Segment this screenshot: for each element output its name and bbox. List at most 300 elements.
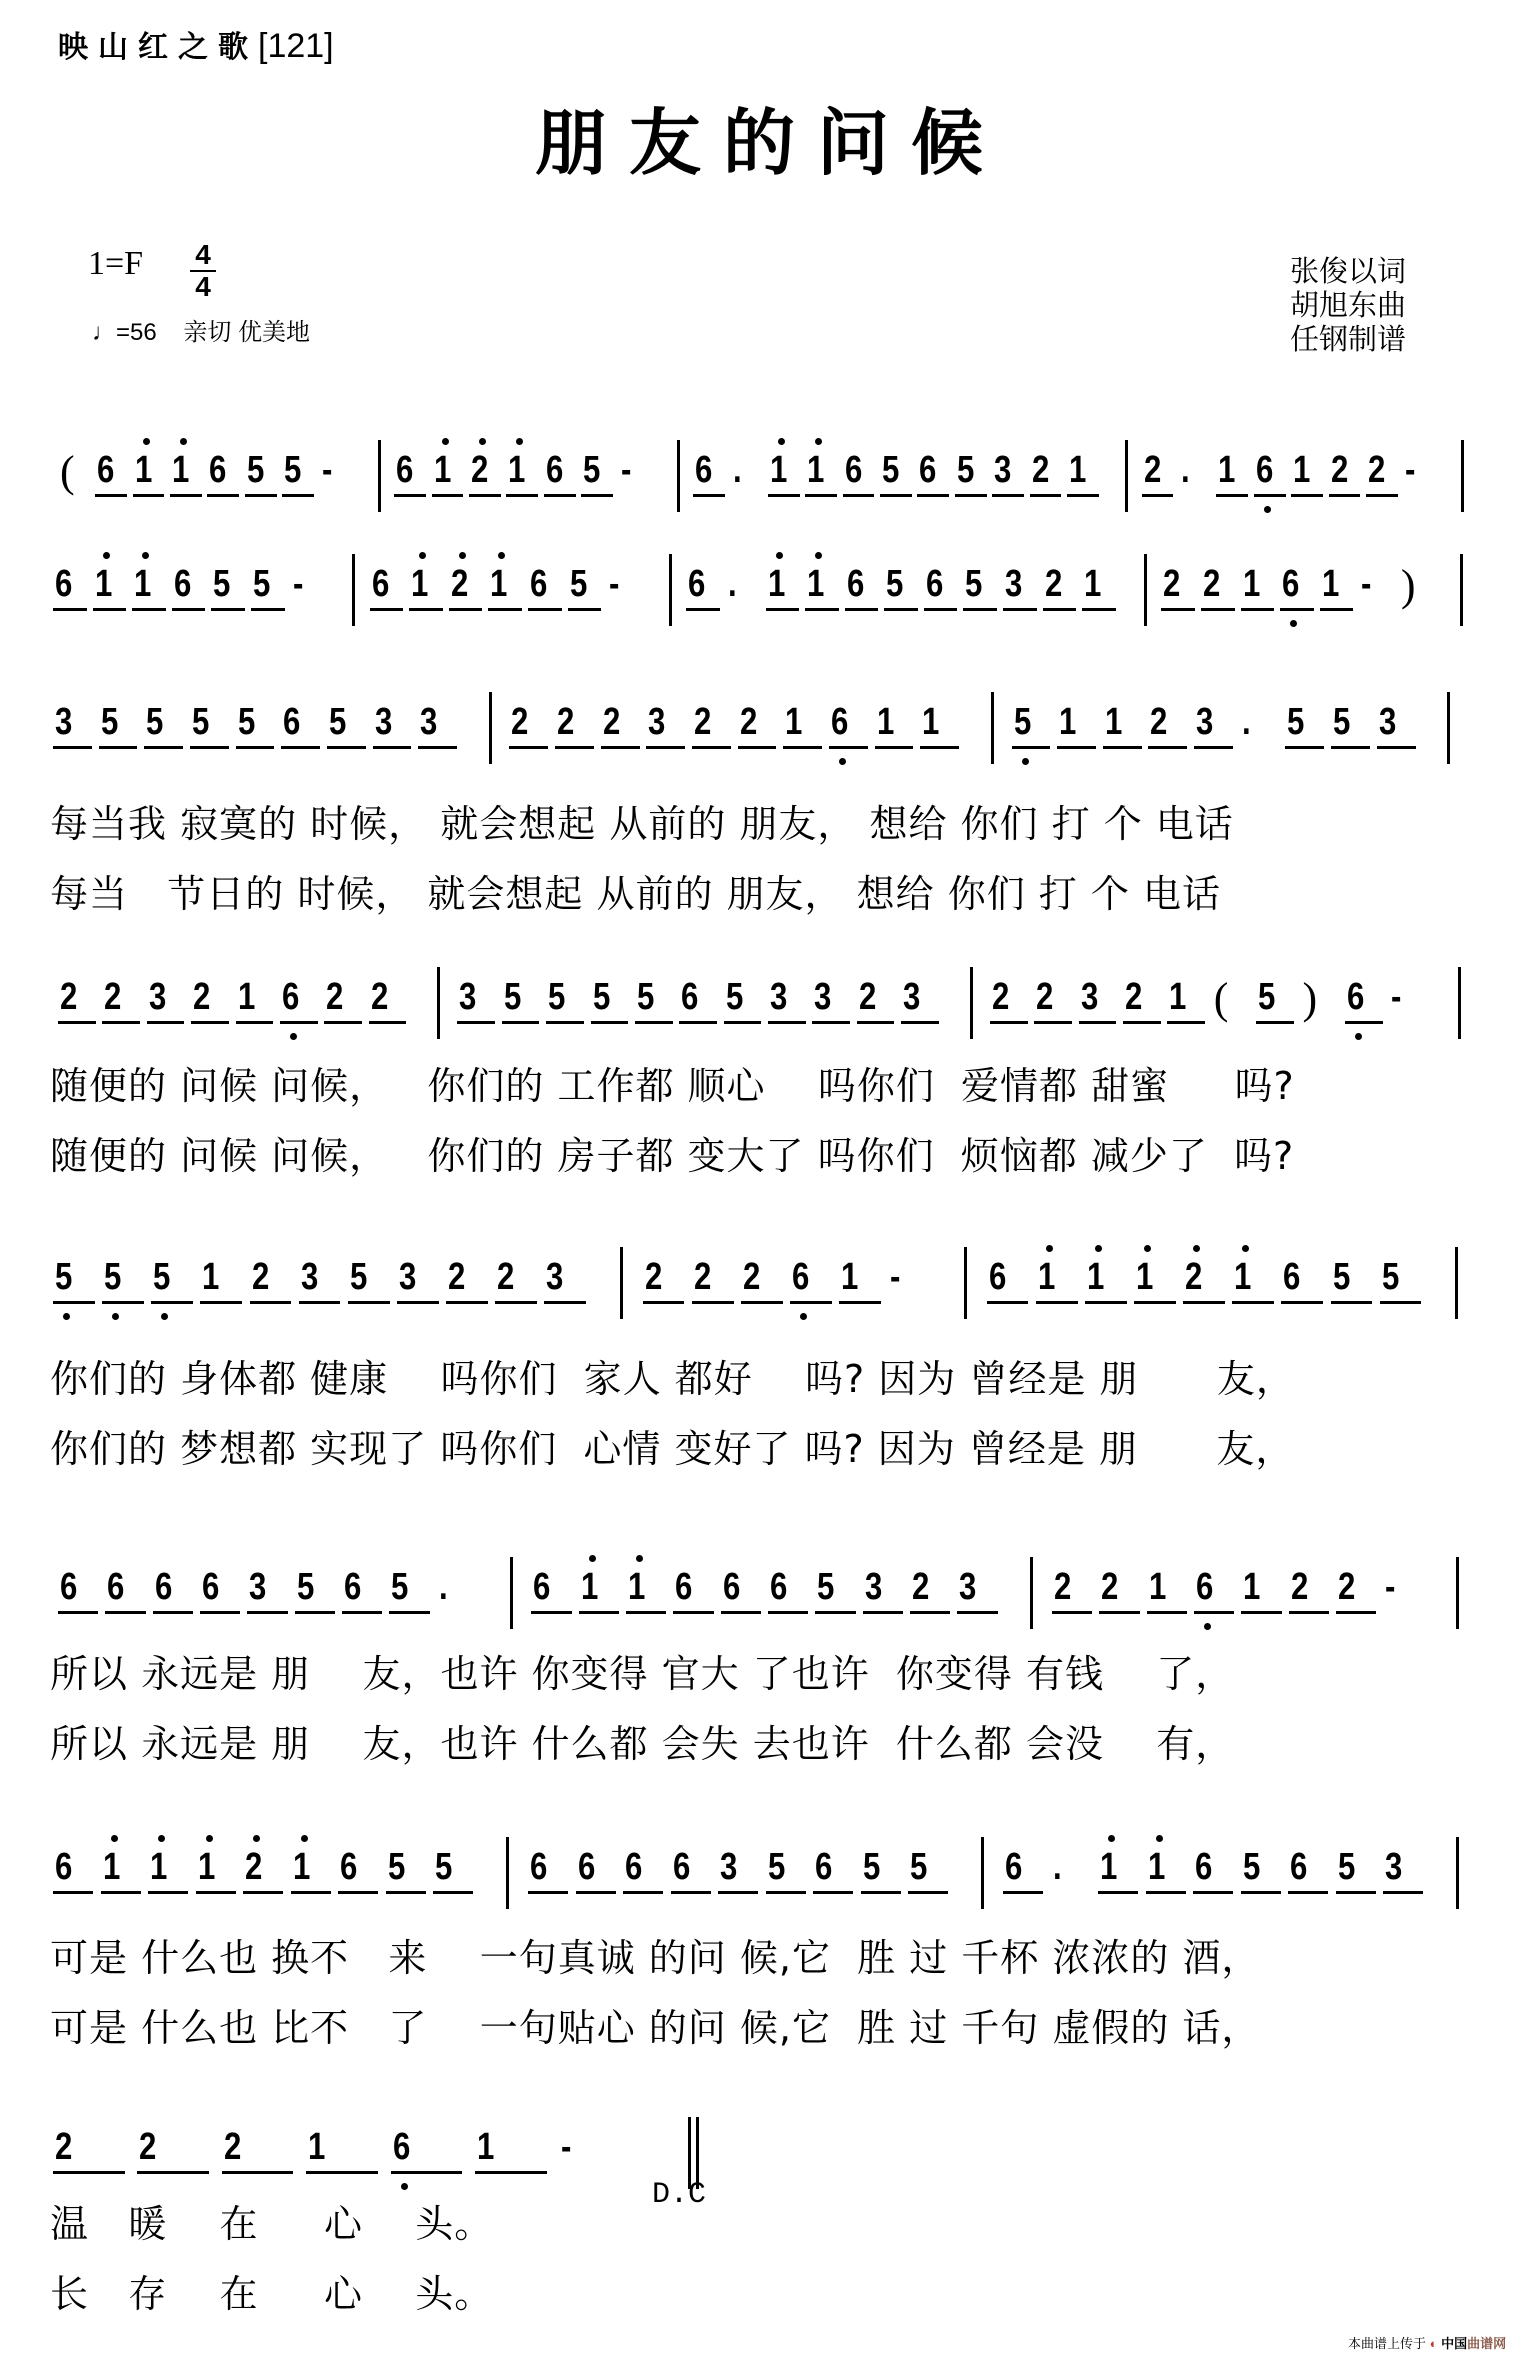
barline [1458, 967, 1461, 1039]
note: 6 [530, 1846, 548, 1888]
note: 2 [251, 1256, 269, 1298]
note: 1 [770, 449, 788, 491]
beam-underline [579, 1611, 619, 1614]
beam-underline [1057, 746, 1096, 749]
beam-underline [1193, 1891, 1233, 1894]
note: 1 [1321, 563, 1339, 605]
note: 6 [533, 1566, 551, 1608]
dash-note: - [561, 2126, 572, 2168]
note: 6 [97, 449, 115, 491]
beam-underline [718, 1891, 758, 1894]
beam-underline [324, 1021, 362, 1024]
beam-underline [1194, 1611, 1234, 1614]
beam-underline [686, 608, 720, 611]
beam-underline [857, 1021, 895, 1024]
beam-underline [908, 1891, 948, 1894]
beam-underline [409, 608, 443, 611]
note: 5 [503, 976, 522, 1018]
note: 1 [508, 449, 526, 491]
note: 2 [1163, 563, 1181, 605]
note: 6 [545, 449, 564, 491]
note: 1 [476, 2126, 495, 2168]
note: 6 [173, 563, 192, 605]
note: 3 [398, 1256, 417, 1298]
note: 6 [722, 1566, 740, 1608]
note: 5 [146, 701, 164, 743]
beam-underline [531, 1611, 571, 1614]
note: 1 [102, 1846, 120, 1888]
note: 2 [370, 976, 388, 1018]
barline [981, 1837, 984, 1909]
beam-underline [646, 746, 685, 749]
beam-underline [1288, 1891, 1328, 1894]
beam-underline [626, 1611, 666, 1614]
beam-underline [432, 494, 464, 497]
note: 5 [252, 563, 271, 605]
barline [1456, 1837, 1459, 1909]
beam-underline [829, 746, 868, 749]
note: 3 [959, 1566, 977, 1608]
high-octave-dot [636, 1555, 643, 1562]
time-signature-bottom: 4 [190, 270, 216, 302]
beam-underline [342, 1611, 382, 1614]
note: . [1181, 449, 1190, 491]
score-row1 [0, 448, 1540, 558]
note: 5 [391, 1566, 409, 1608]
beam-underline [53, 1301, 95, 1304]
note: 1 [841, 1256, 859, 1298]
note: 6 [107, 1566, 125, 1608]
beam-underline [1142, 494, 1174, 497]
beam-underline [568, 608, 602, 611]
note: 1 [308, 2126, 326, 2168]
note: 2 [602, 701, 621, 743]
beam-underline [1241, 1611, 1281, 1614]
note: 1 [1147, 1846, 1165, 1888]
note: . [727, 563, 737, 605]
note: 6 [55, 563, 73, 605]
note: 5 [583, 449, 601, 491]
note: 6 [283, 701, 301, 743]
note: 2 [1044, 563, 1062, 605]
low-octave-dot [839, 758, 846, 765]
beam-underline [506, 494, 538, 497]
beam-underline [555, 746, 594, 749]
barline [1455, 1247, 1458, 1319]
note: 5 [191, 701, 210, 743]
beam-underline [1345, 1021, 1383, 1024]
note: 6 [340, 1846, 358, 1888]
beam-underline [391, 2171, 463, 2174]
site-logo-icon: ◐ [1429, 2336, 1438, 2351]
note: 1 [1068, 449, 1087, 491]
note: 1 [134, 449, 153, 491]
composer-credit: 胡旭东曲 [1290, 290, 1407, 322]
repeat-paren: ) [1302, 974, 1318, 1023]
note: 5 [349, 1256, 368, 1298]
note: 6 [770, 1566, 788, 1608]
note: 6 [1290, 1846, 1308, 1888]
repeat-paren: ( [1213, 974, 1229, 1023]
note: 1 [433, 449, 452, 491]
note: 5 [1332, 1256, 1350, 1298]
high-octave-dot [589, 1555, 596, 1562]
beam-underline [446, 1301, 488, 1304]
beam-underline [1331, 1301, 1373, 1304]
beam-underline [53, 2171, 125, 2174]
credits [1290, 255, 1406, 357]
beam-underline [805, 608, 839, 611]
beam-underline [581, 494, 613, 497]
beam-underline [768, 494, 800, 497]
high-octave-dot [158, 1835, 165, 1842]
beam-underline [475, 2171, 547, 2174]
beam-underline [1052, 1611, 1092, 1614]
note: 2 [1125, 976, 1143, 1018]
beam-underline [101, 1891, 141, 1894]
beam-underline [576, 1891, 616, 1894]
note: 1 [1100, 1846, 1118, 1888]
note: 6 [681, 976, 699, 1018]
note: 5 [725, 976, 743, 1018]
beam-underline [132, 608, 166, 611]
series-title: 映山红之歌[121] [58, 27, 334, 65]
beam-underline [1134, 1301, 1176, 1304]
beam-underline [1254, 494, 1286, 497]
note: 5 [965, 563, 983, 605]
beam-underline [133, 494, 165, 497]
dash-note: - [1361, 563, 1372, 605]
footer-text: 本曲谱上传于 [1348, 2336, 1427, 2351]
note: 1 [876, 701, 894, 743]
beam-underline [1098, 1891, 1138, 1894]
dash-note: - [609, 563, 620, 605]
beam-underline [105, 1611, 145, 1614]
note: 2 [1143, 449, 1162, 491]
high-octave-dot [111, 1835, 118, 1842]
score-row2 [0, 562, 1540, 672]
beam-underline [863, 1611, 903, 1614]
note: 5 [862, 1846, 880, 1888]
beam-underline [1380, 1301, 1422, 1304]
note: 5 [1333, 701, 1351, 743]
beam-underline [1079, 1021, 1117, 1024]
note: 2 [1185, 1256, 1203, 1298]
note: 5 [1242, 1846, 1260, 1888]
beam-underline [783, 746, 822, 749]
beam-underline [1043, 608, 1077, 611]
beam-underline [910, 1611, 950, 1614]
note: 3 [994, 449, 1012, 491]
beam-underline [1331, 746, 1370, 749]
note: 5 [55, 1256, 73, 1298]
beam-underline [957, 1611, 997, 1614]
beam-underline [1167, 1021, 1205, 1024]
dash-note: - [1385, 1566, 1396, 1608]
beam-underline [418, 746, 457, 749]
note: 2 [644, 1256, 662, 1298]
beam-underline [544, 494, 576, 497]
note: 3 [1385, 1846, 1403, 1888]
beam-underline [58, 1021, 96, 1024]
high-octave-dot [103, 552, 110, 559]
note: 3 [1378, 701, 1397, 743]
beam-underline [591, 1021, 629, 1024]
note: 3 [148, 976, 167, 1018]
note: 1 [807, 449, 825, 491]
barline [437, 967, 440, 1039]
lyric-row7-verse1: 可是 什么也 换不 来 一句真诚 的问 候,它 胜 过 千杯 浓浓的 酒， [50, 1936, 1261, 1980]
low-octave-dot [1264, 506, 1271, 513]
note: 5 [1337, 1846, 1355, 1888]
note: 2 [1290, 1566, 1308, 1608]
note: 6 [846, 563, 864, 605]
barline [964, 1247, 967, 1319]
low-octave-dot [161, 1313, 168, 1320]
note: 3 [459, 976, 477, 1018]
note: 5 [886, 563, 904, 605]
low-octave-dot [1290, 620, 1297, 627]
dash-note: - [1405, 449, 1416, 491]
note: 6 [695, 449, 713, 491]
lyric-row3-verse1: 每当我 寂寞的 时候， 就会想起 从前的 朋友， 想给 你们 打 个 电话 [50, 802, 1234, 846]
beam-underline [200, 1611, 240, 1614]
note: 5 [592, 976, 610, 1018]
note: 1 [1243, 1566, 1261, 1608]
note: 1 [1086, 1256, 1105, 1298]
beam-underline [148, 1891, 188, 1894]
note: 2 [1031, 449, 1049, 491]
note: 1 [1059, 701, 1077, 743]
beam-underline [53, 608, 87, 611]
note: 2 [448, 1256, 466, 1298]
note: 1 [150, 1846, 168, 1888]
note: 6 [344, 1566, 362, 1608]
beam-underline [601, 746, 640, 749]
note: 6 [672, 1846, 690, 1888]
beam-underline [884, 608, 918, 611]
note: 5 [956, 449, 975, 491]
beam-underline [53, 1891, 93, 1894]
lyric-row8-verse1: 温 暖 在 心 头。 [50, 2202, 494, 2246]
note: 3 [420, 701, 438, 743]
note: 2 [1101, 1566, 1119, 1608]
note: 2 [471, 449, 489, 491]
beam-underline [211, 608, 245, 611]
note: 6 [1346, 976, 1365, 1018]
note: 2 [245, 1846, 263, 1888]
beam-underline [151, 1301, 193, 1304]
high-octave-dot [479, 438, 486, 445]
high-octave-dot [815, 438, 822, 445]
beam-underline [813, 1891, 853, 1894]
note: 5 [296, 1566, 314, 1608]
note: 1 [134, 563, 152, 605]
note: 1 [1037, 1256, 1056, 1298]
note: 5 [104, 1256, 122, 1298]
barline [1461, 440, 1464, 512]
beam-underline [679, 1021, 717, 1024]
beam-underline [222, 2171, 294, 2174]
beam-underline [693, 494, 725, 497]
note: 6 [919, 449, 937, 491]
lyricist-credit: 张俊以词 [1290, 256, 1407, 288]
beam-underline [963, 608, 997, 611]
high-octave-dot [516, 438, 523, 445]
note: 5 [910, 1846, 928, 1888]
note: 5 [1258, 976, 1276, 1018]
note: . [732, 449, 742, 491]
low-octave-dot [290, 1033, 297, 1040]
beam-underline [1232, 1301, 1274, 1304]
barline [489, 692, 492, 764]
beam-underline [509, 746, 548, 749]
note: 1 [807, 563, 825, 605]
note: 6 [1283, 1256, 1301, 1298]
beam-underline [721, 1611, 761, 1614]
beam-underline [245, 494, 277, 497]
note: 1 [292, 1846, 310, 1888]
barline [991, 692, 994, 764]
beam-underline [348, 1301, 390, 1304]
beam-underline [544, 1301, 586, 1304]
beam-underline [845, 608, 879, 611]
beam-underline [1377, 746, 1416, 749]
note: 2 [223, 2126, 242, 2168]
high-octave-dot [1144, 1245, 1151, 1252]
note: 3 [300, 1256, 319, 1298]
note: 6 [530, 563, 548, 605]
note: 1 [1104, 701, 1123, 743]
repeat-paren: ) [1400, 561, 1416, 610]
note: 6 [577, 1846, 595, 1888]
note: 6 [1005, 1846, 1023, 1888]
dash-note: - [890, 1256, 901, 1298]
site-name: 中国 [1441, 2336, 1468, 2351]
high-octave-dot [459, 552, 466, 559]
barline [1125, 440, 1128, 512]
beam-underline [196, 1891, 236, 1894]
beam-underline [373, 746, 412, 749]
lyric-row5-verse1: 你们的 身体都 健康 吗你们 家人 都好 吗? 因为 曾经是 朋 友， [50, 1357, 1295, 1401]
beam-underline [99, 746, 138, 749]
beam-underline [58, 1611, 98, 1614]
beam-underline [528, 1891, 568, 1894]
note: 1 [1148, 1566, 1166, 1608]
beam-underline [170, 494, 202, 497]
low-octave-dot [1204, 1623, 1211, 1630]
low-octave-dot [800, 1313, 807, 1320]
note: 5 [817, 1566, 835, 1608]
beam-underline [880, 494, 912, 497]
high-octave-dot [143, 438, 150, 445]
note: . [1052, 1846, 1062, 1888]
note: 5 [1381, 1256, 1400, 1298]
beam-underline [1241, 1891, 1281, 1894]
note: 1 [202, 1256, 220, 1298]
note: 5 [246, 449, 265, 491]
beam-underline [987, 1301, 1029, 1304]
note: 3 [864, 1566, 882, 1608]
beam-underline [1280, 608, 1314, 611]
beam-underline [1320, 608, 1354, 611]
beam-underline [236, 1021, 274, 1024]
lyric-row5-verse2: 你们的 梦想都 实现了 吗你们 心情 变好了 吗? 因为 曾经是 朋 友， [50, 1427, 1295, 1471]
beam-underline [449, 608, 483, 611]
beam-underline [457, 1021, 495, 1024]
beam-underline [724, 1021, 762, 1024]
high-octave-dot [776, 552, 783, 559]
beam-underline [295, 1611, 335, 1614]
note: . [438, 1566, 448, 1608]
note: 5 [569, 563, 587, 605]
beam-underline [1194, 746, 1233, 749]
beam-underline [172, 608, 206, 611]
beam-underline [528, 608, 562, 611]
note: 1 [1084, 563, 1102, 605]
beam-underline [673, 1611, 713, 1614]
beam-underline [766, 1891, 806, 1894]
beam-underline [990, 1021, 1028, 1024]
note: 2 [139, 2126, 157, 2168]
note: 2 [991, 976, 1010, 1018]
beam-underline [1012, 746, 1051, 749]
beam-underline [1201, 608, 1235, 611]
beam-underline [251, 608, 285, 611]
note: 2 [1036, 976, 1054, 1018]
beam-underline [768, 1021, 806, 1024]
beam-underline [291, 1891, 331, 1894]
beam-underline [95, 494, 127, 497]
note: 5 [284, 449, 302, 491]
note: 6 [55, 1846, 73, 1888]
note: 3 [720, 1846, 738, 1888]
beam-underline [812, 1021, 850, 1024]
tempo-marking: ♩=56 亲切 优美地 [92, 319, 311, 346]
note: 6 [815, 1846, 833, 1888]
beam-underline [144, 746, 183, 749]
high-octave-dot [1156, 1835, 1163, 1842]
note: 6 [792, 1256, 810, 1298]
note: 6 [154, 1566, 172, 1608]
high-octave-dot [1108, 1835, 1115, 1842]
high-octave-dot [778, 438, 785, 445]
note: 1 [922, 701, 940, 743]
beam-underline [1030, 494, 1062, 497]
note: 6 [202, 1566, 220, 1608]
note: 5 [548, 976, 566, 1018]
note: 5 [636, 976, 655, 1018]
barline [506, 1837, 509, 1909]
high-octave-dot [1242, 1245, 1249, 1252]
dash-note: - [1391, 976, 1402, 1018]
beam-underline [692, 746, 731, 749]
note: 2 [1338, 1566, 1356, 1608]
beam-underline [815, 1611, 855, 1614]
note: 3 [770, 976, 788, 1018]
beam-underline [790, 1301, 832, 1304]
high-octave-dot [180, 438, 187, 445]
note: 6 [844, 449, 863, 491]
note: 6 [625, 1846, 643, 1888]
note: 6 [988, 1256, 1006, 1298]
da-capo-marking: D.C [652, 2178, 707, 2212]
barline [378, 440, 381, 512]
barline [1460, 554, 1463, 626]
beam-underline [992, 494, 1024, 497]
barline [620, 1247, 623, 1319]
barline [677, 440, 680, 512]
